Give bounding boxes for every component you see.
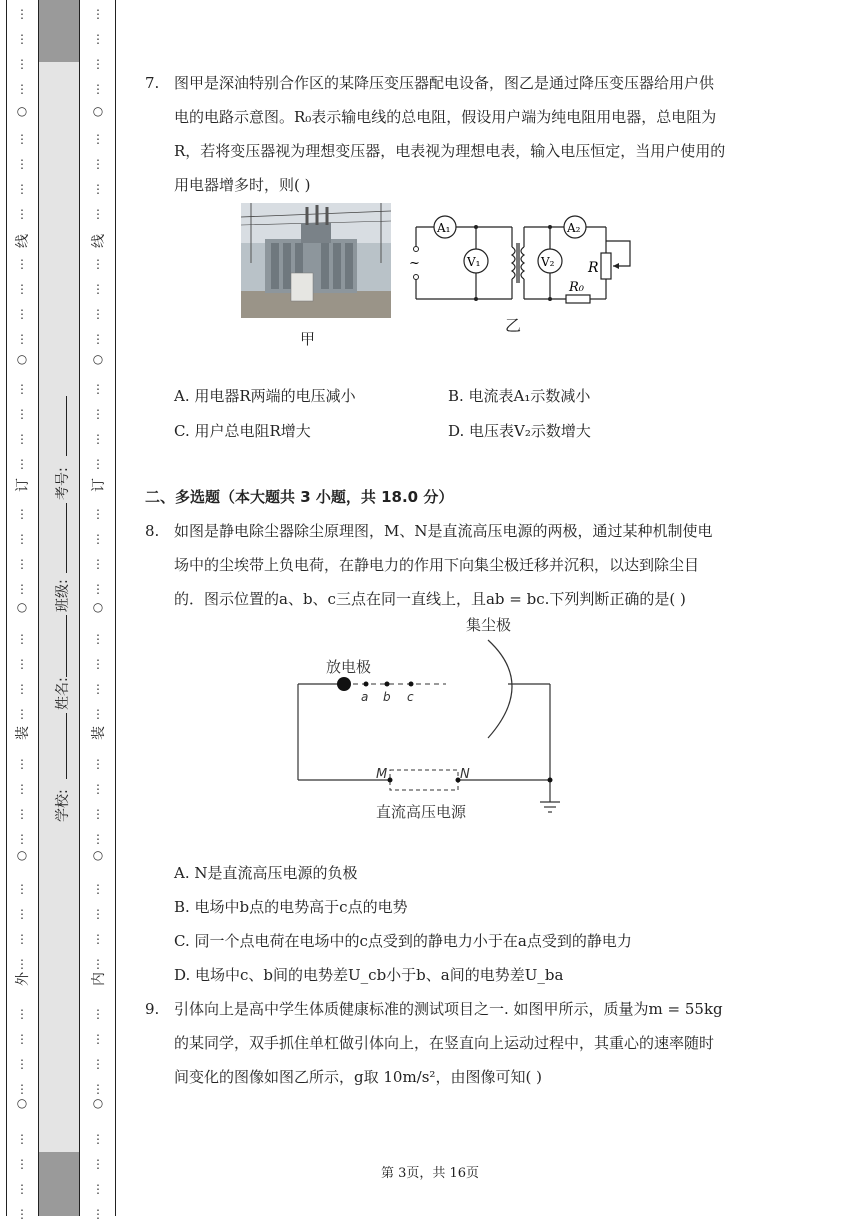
outer-dot-column <box>14 0 30 1221</box>
question-text: 引体向上是高中学生体质健康标准的测试项目之一. 如图甲所示，质量为m = 55kg的某同学，双手抓住单杠做引体向上，在竖直向上运动过程中，其重心的速率随时间变化的图像如图乙所示，g取 10m/s²，由图像可知( ) <box>174 1000 723 1086</box>
field-line-xuexiao <box>66 713 67 779</box>
pole-n-label: N <box>460 767 470 782</box>
inner-mark-xian: 线 <box>91 234 107 248</box>
margin-dots: ⋮ <box>16 532 28 546</box>
margin-dots: ⋮ <box>92 1182 104 1196</box>
margin-dots: ⋮ <box>16 1032 28 1046</box>
margin-dots: ⋮ <box>92 1207 104 1221</box>
margin-dots: ⋮ <box>16 907 28 921</box>
margin-dots: ⋮ <box>92 707 104 721</box>
margin-circle-mark: ○ <box>92 104 104 118</box>
field-kaohao: 考号: <box>55 467 71 500</box>
power-source-label: 直流高压电源 <box>376 803 467 821</box>
margin-dots: ⋮ <box>92 557 104 571</box>
margin-dots: ⋮ <box>16 382 28 396</box>
margin-dots: ⋮ <box>16 182 28 196</box>
margin-dots: ⋮ <box>16 257 28 271</box>
margin-dots: ⋮ <box>92 832 104 846</box>
margin-circle-mark: ○ <box>16 352 28 366</box>
margin-dots: ⋮ <box>92 182 104 196</box>
margin-dots: ⋮ <box>92 807 104 821</box>
figure-caption-yi: 乙 <box>505 316 522 335</box>
question-text: 图甲是深油特别合作区的某降压变压器配电设备，图乙是通过降压变压器给用户供电的电路示意图。R₀表示输电线的总电阻，假设用户端为纯电阻用电器，总电阻为R，若将变压器视为理想变压器，电表视为理想电表，输入电压恒定，当用户使用的用电器增多时，则( ) <box>174 74 726 194</box>
margin-dots: ⋮ <box>16 782 28 796</box>
margin-dots: ⋮ <box>92 757 104 771</box>
margin-dots: ⋮ <box>92 332 104 346</box>
margin-dots: ⋮ <box>92 782 104 796</box>
margin-circle-mark: ○ <box>92 848 104 862</box>
margin-dots: ⋮ <box>92 532 104 546</box>
margin-dots: ⋮ <box>92 907 104 921</box>
margin-dots: ⋮ <box>92 507 104 521</box>
field-line-xingming <box>66 615 67 677</box>
margin-circle-mark: ○ <box>16 600 28 614</box>
margin-dots: ⋮ <box>16 7 28 21</box>
margin-dots: ⋮ <box>92 1032 104 1046</box>
margin-dots: ⋮ <box>16 682 28 696</box>
margin-dots: ⋮ <box>92 1082 104 1096</box>
margin-dots: ⋮ <box>16 1057 28 1071</box>
margin-dots: ⋮ <box>16 707 28 721</box>
q8-option-c[interactable]: C. 同一个点电荷在电场中的c点受到的静电力小于在a点受到的静电力 <box>174 932 632 950</box>
voltmeter-v1-label: V₁ <box>467 255 481 269</box>
margin-dots: ⋮ <box>16 957 28 971</box>
margin-dots: ⋮ <box>16 32 28 46</box>
margin-dots: ⋮ <box>92 7 104 21</box>
margin-dots: ⋮ <box>16 1207 28 1221</box>
voltmeter-v2-label: V₂ <box>541 255 555 269</box>
margin-dots: ⋮ <box>16 582 28 596</box>
margin-dots: ⋮ <box>16 457 28 471</box>
margin-dots: ⋮ <box>16 207 28 221</box>
margin-dots: ⋮ <box>16 657 28 671</box>
margin-dots: ⋮ <box>16 557 28 571</box>
margin-dots: ⋮ <box>92 932 104 946</box>
question-number: 8. <box>145 522 160 540</box>
q8-option-d[interactable]: D. 电场中c、b间的电势差U_cb小于b、a间的电势差U_ba <box>174 966 564 984</box>
margin-dots: ⋮ <box>92 1057 104 1071</box>
inner-mark-ding: 订 <box>91 478 107 492</box>
margin-dots: ⋮ <box>16 332 28 346</box>
question-text: 如图是静电除尘器除尘原理图，M、N是直流高压电源的两极，通过某种机制使电场中的尘埃带上负电荷，在静电力的作用下向集尘极迁移并沉积，以达到除尘目的．图示位置的a、b、c三点在同一直线上，且ab = bc.下列判断正确的是( ) <box>174 522 713 608</box>
figure-caption-jia: 甲 <box>300 330 316 348</box>
resistor-r0-label: R₀ <box>569 280 584 295</box>
inner-mark-nei: 内 <box>91 972 107 986</box>
margin-dots: ⋮ <box>92 407 104 421</box>
margin-rule-right <box>115 0 116 1216</box>
margin-dots: ⋮ <box>16 407 28 421</box>
margin-dots: ⋮ <box>92 57 104 71</box>
margin-dots: ⋮ <box>92 132 104 146</box>
point-c-label: c <box>407 690 414 704</box>
section-heading-multiple-choice: 二、多选题（本大题共 3 小题，共 18.0 分） <box>145 488 454 506</box>
margin-dots: ⋮ <box>16 832 28 846</box>
field-line-banji <box>66 503 67 573</box>
margin-dots: ⋮ <box>92 282 104 296</box>
margin-dots: ⋮ <box>16 157 28 171</box>
margin-dots: ⋮ <box>16 932 28 946</box>
outer-mark-wai: 外 <box>15 972 31 986</box>
q7-option-b[interactable]: B. 电流表A₁示数减小 <box>448 387 591 405</box>
margin-dots: ⋮ <box>92 257 104 271</box>
electrostatic-precipitator-diagram <box>296 612 566 824</box>
q7-option-c[interactable]: C. 用户总电阻R增大 <box>174 422 311 440</box>
discharge-electrode-label: 放电极 <box>326 658 372 676</box>
pole-m-label: M <box>376 767 388 782</box>
margin-dots: ⋮ <box>16 432 28 446</box>
inner-mark-zhuang: 装 <box>91 726 107 740</box>
margin-dots: ⋮ <box>92 882 104 896</box>
point-a-label: a <box>361 690 369 704</box>
question-number: 9. <box>145 1000 160 1018</box>
margin-dots: ⋮ <box>92 582 104 596</box>
ammeter-a1-label: A₁ <box>437 221 451 235</box>
field-xuexiao: 学校: <box>55 789 71 822</box>
field-xingming: 姓名: <box>55 677 71 710</box>
ac-source-label: ~ <box>409 256 420 271</box>
margin-dots: ⋮ <box>16 507 28 521</box>
margin-dots: ⋮ <box>92 432 104 446</box>
margin-gray-top <box>38 0 80 62</box>
outer-mark-ding: 订 <box>15 478 31 492</box>
outer-mark-zhuang: 装 <box>15 726 31 740</box>
margin-dots: ⋮ <box>16 757 28 771</box>
margin-dots: ⋮ <box>92 32 104 46</box>
margin-dots: ⋮ <box>16 132 28 146</box>
margin-dots: ⋮ <box>16 307 28 321</box>
margin-dots: ⋮ <box>92 682 104 696</box>
margin-dots: ⋮ <box>16 1157 28 1171</box>
margin-dots: ⋮ <box>92 82 104 96</box>
margin-dots: ⋮ <box>16 1182 28 1196</box>
q8-option-a[interactable]: A. N是直流高压电源的负极 <box>174 864 358 882</box>
margin-circle-mark: ○ <box>92 352 104 366</box>
q7-option-d[interactable]: D. 电压表V₂示数增大 <box>448 422 591 440</box>
margin-circle-mark: ○ <box>92 1096 104 1110</box>
margin-dots: ⋮ <box>16 1007 28 1021</box>
collector-plate-label: 集尘极 <box>466 616 512 634</box>
margin-dots: ⋮ <box>92 957 104 971</box>
margin-dots: ⋮ <box>16 82 28 96</box>
margin-dots: ⋮ <box>16 57 28 71</box>
ammeter-a2-label: A₂ <box>567 221 581 235</box>
q8-option-b[interactable]: B. 电场中b点的电势高于c点的电势 <box>174 898 408 916</box>
transformer-photo <box>241 203 391 318</box>
margin-dots: ⋮ <box>92 1157 104 1171</box>
margin-rule-left <box>6 0 7 1216</box>
margin-dots: ⋮ <box>92 657 104 671</box>
margin-dots: ⋮ <box>92 1007 104 1021</box>
margin-circle-mark: ○ <box>16 1096 28 1110</box>
margin-dots: ⋮ <box>92 457 104 471</box>
q7-option-a[interactable]: A. 用电器R两端的电压减小 <box>174 387 356 405</box>
margin-dots: ⋮ <box>92 207 104 221</box>
margin-dots: ⋮ <box>16 807 28 821</box>
point-b-label: b <box>383 690 391 704</box>
margin-dots: ⋮ <box>16 632 28 646</box>
transformer-circuit-diagram <box>400 203 645 315</box>
margin-dots: ⋮ <box>16 882 28 896</box>
margin-dots: ⋮ <box>16 1132 28 1146</box>
margin-dots: ⋮ <box>92 382 104 396</box>
outer-mark-xian: 线 <box>15 234 31 248</box>
margin-dots: ⋮ <box>16 1082 28 1096</box>
resistor-r-label: R <box>588 260 599 276</box>
margin-dots: ⋮ <box>92 157 104 171</box>
question-number: 7. <box>145 74 160 92</box>
margin-circle-mark: ○ <box>16 104 28 118</box>
margin-circle-mark: ○ <box>92 600 104 614</box>
margin-dots: ⋮ <box>92 632 104 646</box>
margin-dots: ⋮ <box>92 307 104 321</box>
page-number-footer: 第 3页，共 16页 <box>380 1166 480 1181</box>
margin-dots: ⋮ <box>92 1132 104 1146</box>
field-line-kaohao <box>66 396 67 456</box>
margin-circle-mark: ○ <box>16 848 28 862</box>
field-banji: 班级: <box>55 579 71 612</box>
margin-dots: ⋮ <box>16 282 28 296</box>
inner-dot-column <box>90 0 106 1221</box>
